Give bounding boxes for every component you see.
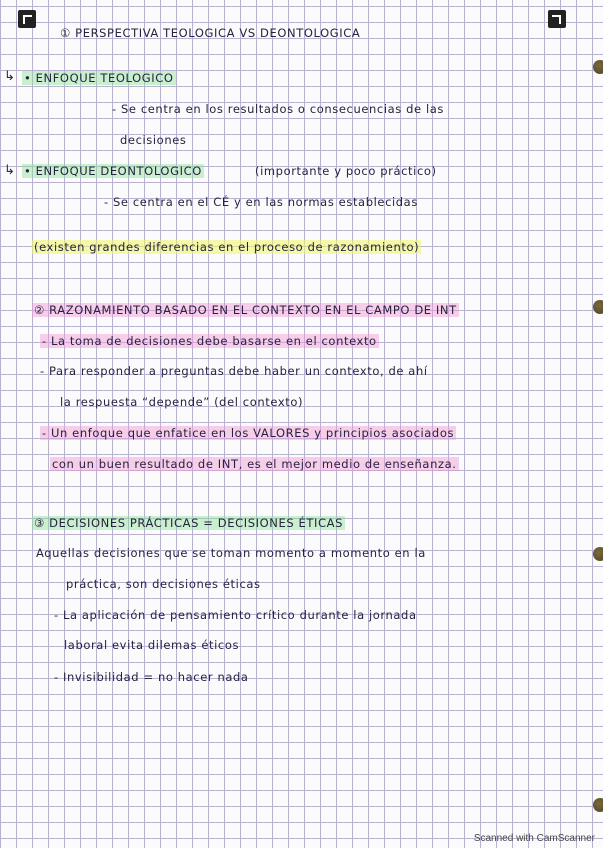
teleo-title: • ENFOQUE TEOLOGICO bbox=[24, 71, 174, 85]
teleo-line-2: decisiones bbox=[120, 133, 187, 147]
differences-note: (existen grandes diferencias en el proceso de razonamiento) bbox=[34, 240, 420, 254]
section3-line-5: - Invisibilidad = no hacer nada bbox=[54, 670, 249, 684]
deonto-note: (importante y poco práctico) bbox=[255, 164, 437, 178]
arrow-icon: ↳ bbox=[4, 69, 15, 84]
scanner-watermark: Scanned with CamScanner bbox=[473, 833, 595, 844]
section2-line-1: - La toma de decisiones debe basarse en el contexto bbox=[42, 334, 377, 348]
section2-line-5: con un buen resultado de INT, es el mejor medio de enseñanza. bbox=[52, 457, 457, 471]
corner-marker-icon bbox=[18, 10, 36, 28]
section3-line-4: laboral evita dilemas éticos bbox=[64, 638, 240, 652]
section3-line-1: Aquellas decisiones que se toman momento a momento en la bbox=[36, 546, 426, 560]
deonto-line-1: - Se centra en el CÉ y en las normas establecidas bbox=[104, 195, 418, 209]
corner-marker-icon bbox=[548, 10, 566, 28]
binder-hole-icon bbox=[593, 60, 603, 74]
section2-title: ② RAZONAMIENTO BASADO EN EL CONTEXTO EN EL CAMPO DE INT bbox=[34, 303, 457, 317]
page-title: ① PERSPECTIVA TEOLOGICA VS DEONTOLOGICA bbox=[60, 26, 361, 40]
binder-hole-icon bbox=[593, 547, 603, 561]
section2-line-2: - Para responder a preguntas debe haber un contexto, de ahí bbox=[40, 364, 428, 378]
section3-line-3: - La aplicación de pensamiento crítico durante la jornada bbox=[54, 608, 417, 622]
section3-line-2: práctica, son decisiones éticas bbox=[66, 577, 261, 591]
binder-hole-icon bbox=[593, 300, 603, 314]
binder-hole-icon bbox=[593, 798, 603, 812]
arrow-icon: ↳ bbox=[4, 163, 15, 178]
teleo-line-1: - Se centra en los resultados o consecuencias de las bbox=[112, 102, 444, 116]
deonto-title: • ENFOQUE DEONTOLOGICO bbox=[24, 164, 202, 178]
section3-title: ③ DECISIONES PRÁCTICAS = DECISIONES ÉTICAS bbox=[34, 516, 343, 530]
section2-line-3: la respuesta “depende” (del contexto) bbox=[60, 395, 304, 409]
section2-line-4: - Un enfoque que enfatice en los VALORES y principios asociados bbox=[42, 426, 455, 440]
